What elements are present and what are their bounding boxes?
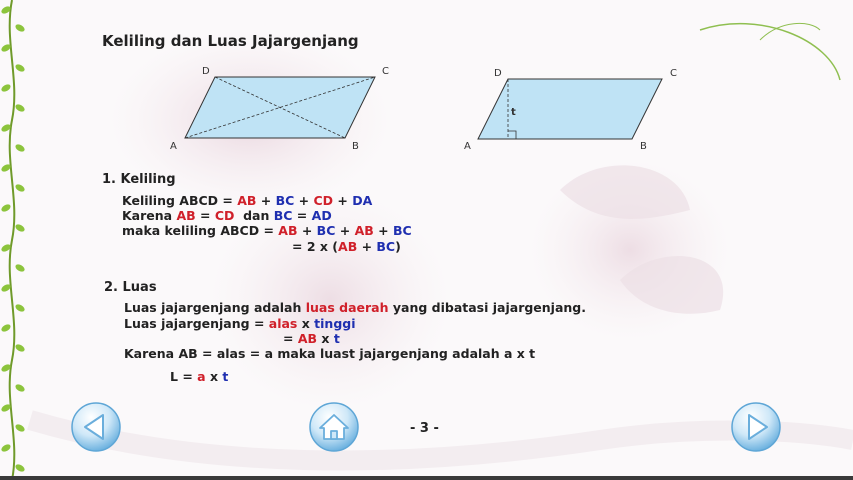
- parallelogram-figures: [160, 60, 700, 160]
- label-t: t: [511, 107, 516, 118]
- page-title: Keliling dan Luas Jajargenjang: [102, 32, 359, 50]
- label-d2: D: [494, 68, 502, 79]
- page-number: - 3 -: [410, 421, 439, 436]
- label-c2: C: [670, 68, 677, 79]
- luas-line-4: Karena AB = alas = a maka luast jajargenjang adalah a x t: [124, 346, 536, 361]
- keliling-line-3: maka keliling ABCD = AB + BC + AB + BC: [122, 223, 412, 238]
- home-button[interactable]: [308, 401, 360, 453]
- vine-border: [0, 0, 30, 480]
- parallelogram-height: [464, 68, 677, 152]
- label-a2: A: [464, 141, 471, 152]
- keliling-line-2: Karena AB = CD dan BC = AD: [122, 208, 332, 223]
- keliling-line-4: = 2 x (AB + BC): [292, 239, 401, 254]
- keliling-line-1: Keliling ABCD = AB + BC + CD + DA: [122, 193, 373, 208]
- label-b: B: [352, 141, 359, 152]
- luas-heading: 2. Luas: [104, 280, 157, 295]
- luas-line-3: = AB x t: [283, 331, 340, 346]
- luas-line-2: Luas jajargenjang = alas x tinggi: [124, 316, 356, 331]
- label-a: A: [170, 141, 177, 152]
- luas-line-1: Luas jajargenjang adalah luas daerah yang dibatasi jajargenjang.: [124, 300, 586, 315]
- prev-button[interactable]: [70, 401, 122, 453]
- luas-formula: L = a x t: [170, 369, 229, 384]
- label-c: C: [382, 66, 389, 77]
- bottom-bar: [0, 476, 853, 480]
- label-d: D: [202, 66, 210, 77]
- keliling-heading: 1. Keliling: [102, 172, 176, 187]
- next-button[interactable]: [730, 401, 782, 453]
- label-b2: B: [640, 141, 647, 152]
- parallelogram-diagonals: [170, 66, 389, 152]
